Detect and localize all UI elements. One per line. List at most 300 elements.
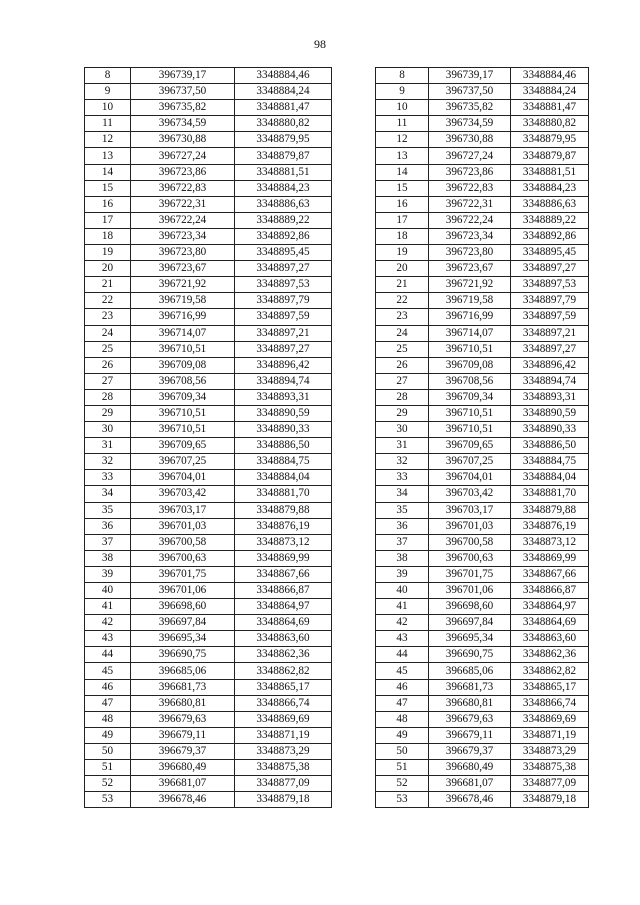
table-row xyxy=(376,261,589,277)
point-number-cell: 25 xyxy=(376,341,429,357)
table-row xyxy=(85,293,332,309)
x-coordinate-cell: 396704,01 xyxy=(429,470,511,486)
y-coordinate-cell: 3348879,18 xyxy=(511,792,589,808)
table-row xyxy=(85,663,332,679)
x-coordinate-cell: 396727,24 xyxy=(429,148,511,164)
y-coordinate-cell: 3348873,12 xyxy=(235,534,332,550)
x-coordinate-cell: 396701,03 xyxy=(429,518,511,534)
table-row xyxy=(85,405,332,421)
y-coordinate-cell: 3348892,86 xyxy=(511,228,589,244)
table-row xyxy=(85,100,332,116)
y-coordinate-cell: 3348873,29 xyxy=(511,743,589,759)
x-coordinate-cell: 396739,17 xyxy=(429,68,511,84)
x-coordinate-cell: 396680,49 xyxy=(131,760,235,776)
x-coordinate-cell: 396722,83 xyxy=(131,180,235,196)
point-number-cell: 19 xyxy=(376,245,429,261)
y-coordinate-cell: 3348890,59 xyxy=(511,405,589,421)
y-coordinate-cell: 3348896,42 xyxy=(511,357,589,373)
table-row xyxy=(376,148,589,164)
table-row xyxy=(376,631,589,647)
y-coordinate-cell: 3348897,53 xyxy=(235,277,332,293)
y-coordinate-cell: 3348881,47 xyxy=(235,100,332,116)
y-coordinate-cell: 3348894,74 xyxy=(235,373,332,389)
x-coordinate-cell: 396679,11 xyxy=(131,727,235,743)
x-coordinate-cell: 396719,58 xyxy=(131,293,235,309)
y-coordinate-cell: 3348879,88 xyxy=(511,502,589,518)
y-coordinate-cell: 3348895,45 xyxy=(235,245,332,261)
point-number-cell: 43 xyxy=(85,631,131,647)
x-coordinate-cell: 396707,25 xyxy=(131,454,235,470)
table-row xyxy=(376,196,589,212)
point-number-cell: 17 xyxy=(85,212,131,228)
point-number-cell: 17 xyxy=(376,212,429,228)
y-coordinate-cell: 3348897,53 xyxy=(511,277,589,293)
coordinates-table-right xyxy=(375,67,589,808)
table-row xyxy=(376,615,589,631)
y-coordinate-cell: 3348863,60 xyxy=(235,631,332,647)
y-coordinate-cell: 3348862,36 xyxy=(235,647,332,663)
x-coordinate-cell: 396709,65 xyxy=(429,438,511,454)
point-number-cell: 26 xyxy=(85,357,131,373)
y-coordinate-cell: 3348879,95 xyxy=(511,132,589,148)
point-number-cell: 22 xyxy=(376,293,429,309)
point-number-cell: 29 xyxy=(376,405,429,421)
point-number-cell: 46 xyxy=(85,679,131,695)
point-number-cell: 42 xyxy=(376,615,429,631)
x-coordinate-cell: 396714,07 xyxy=(131,325,235,341)
y-coordinate-cell: 3348879,95 xyxy=(235,132,332,148)
point-number-cell: 44 xyxy=(376,647,429,663)
table-row xyxy=(376,711,589,727)
y-coordinate-cell: 3348897,27 xyxy=(235,341,332,357)
x-coordinate-cell: 396685,06 xyxy=(131,663,235,679)
point-number-cell: 38 xyxy=(85,550,131,566)
table-row xyxy=(376,84,589,100)
point-number-cell: 51 xyxy=(376,760,429,776)
x-coordinate-cell: 396722,24 xyxy=(429,212,511,228)
x-coordinate-cell: 396679,37 xyxy=(131,743,235,759)
point-number-cell: 8 xyxy=(376,68,429,84)
x-coordinate-cell: 396735,82 xyxy=(131,100,235,116)
table-row xyxy=(376,277,589,293)
x-coordinate-cell: 396722,83 xyxy=(429,180,511,196)
x-coordinate-cell: 396709,34 xyxy=(429,389,511,405)
table-row xyxy=(376,341,589,357)
table-row xyxy=(376,454,589,470)
x-coordinate-cell: 396723,34 xyxy=(131,228,235,244)
point-number-cell: 33 xyxy=(85,470,131,486)
x-coordinate-cell: 396709,08 xyxy=(429,357,511,373)
x-coordinate-cell: 396695,34 xyxy=(429,631,511,647)
x-coordinate-cell: 396710,51 xyxy=(131,422,235,438)
point-number-cell: 13 xyxy=(376,148,429,164)
table-row xyxy=(85,727,332,743)
x-coordinate-cell: 396690,75 xyxy=(131,647,235,663)
table-row xyxy=(376,743,589,759)
table-row xyxy=(85,566,332,582)
x-coordinate-cell: 396710,51 xyxy=(429,405,511,421)
y-coordinate-cell: 3348897,21 xyxy=(511,325,589,341)
point-number-cell: 19 xyxy=(85,245,131,261)
y-coordinate-cell: 3348877,09 xyxy=(235,776,332,792)
point-number-cell: 21 xyxy=(85,277,131,293)
y-coordinate-cell: 3348892,86 xyxy=(235,228,332,244)
table-row xyxy=(85,277,332,293)
table-row xyxy=(85,228,332,244)
x-coordinate-cell: 396723,80 xyxy=(429,245,511,261)
point-number-cell: 21 xyxy=(376,277,429,293)
y-coordinate-cell: 3348867,66 xyxy=(511,566,589,582)
table-row xyxy=(85,438,332,454)
x-coordinate-cell: 396723,86 xyxy=(131,164,235,180)
x-coordinate-cell: 396680,81 xyxy=(131,695,235,711)
point-number-cell: 20 xyxy=(85,261,131,277)
y-coordinate-cell: 3348884,04 xyxy=(511,470,589,486)
x-coordinate-cell: 396734,59 xyxy=(429,116,511,132)
table-row xyxy=(376,502,589,518)
y-coordinate-cell: 3348875,38 xyxy=(235,760,332,776)
table-row xyxy=(85,68,332,84)
x-coordinate-cell: 396739,17 xyxy=(131,68,235,84)
x-coordinate-cell: 396709,65 xyxy=(131,438,235,454)
x-coordinate-cell: 396708,56 xyxy=(429,373,511,389)
point-number-cell: 13 xyxy=(85,148,131,164)
x-coordinate-cell: 396714,07 xyxy=(429,325,511,341)
point-number-cell: 48 xyxy=(85,711,131,727)
table-row xyxy=(85,148,332,164)
point-number-cell: 18 xyxy=(376,228,429,244)
y-coordinate-cell: 3348886,63 xyxy=(235,196,332,212)
point-number-cell: 24 xyxy=(85,325,131,341)
table-row xyxy=(376,132,589,148)
y-coordinate-cell: 3348881,51 xyxy=(235,164,332,180)
x-coordinate-cell: 396722,31 xyxy=(131,196,235,212)
y-coordinate-cell: 3348889,22 xyxy=(511,212,589,228)
y-coordinate-cell: 3348865,17 xyxy=(235,679,332,695)
x-coordinate-cell: 396698,60 xyxy=(131,599,235,615)
x-coordinate-cell: 396701,75 xyxy=(429,566,511,582)
point-number-cell: 16 xyxy=(85,196,131,212)
table-row xyxy=(376,518,589,534)
point-number-cell: 10 xyxy=(376,100,429,116)
point-number-cell: 41 xyxy=(85,599,131,615)
y-coordinate-cell: 3348880,82 xyxy=(511,116,589,132)
point-number-cell: 43 xyxy=(376,631,429,647)
table-row xyxy=(85,518,332,534)
point-number-cell: 37 xyxy=(376,534,429,550)
table-row xyxy=(85,357,332,373)
y-coordinate-cell: 3348897,79 xyxy=(235,293,332,309)
table-row xyxy=(376,405,589,421)
point-number-cell: 48 xyxy=(376,711,429,727)
x-coordinate-cell: 396701,75 xyxy=(131,566,235,582)
x-coordinate-cell: 396680,49 xyxy=(429,760,511,776)
y-coordinate-cell: 3348886,63 xyxy=(511,196,589,212)
table-row xyxy=(85,373,332,389)
point-number-cell: 27 xyxy=(85,373,131,389)
table-row xyxy=(376,373,589,389)
y-coordinate-cell: 3348871,19 xyxy=(511,727,589,743)
x-coordinate-cell: 396681,07 xyxy=(131,776,235,792)
y-coordinate-cell: 3348884,75 xyxy=(235,454,332,470)
point-number-cell: 12 xyxy=(85,132,131,148)
x-coordinate-cell: 396698,60 xyxy=(429,599,511,615)
y-coordinate-cell: 3348877,09 xyxy=(511,776,589,792)
table-row xyxy=(376,325,589,341)
y-coordinate-cell: 3348884,23 xyxy=(235,180,332,196)
table-row xyxy=(376,357,589,373)
table-row xyxy=(85,325,332,341)
y-coordinate-cell: 3348879,18 xyxy=(235,792,332,808)
y-coordinate-cell: 3348897,21 xyxy=(235,325,332,341)
point-number-cell: 38 xyxy=(376,550,429,566)
table-row xyxy=(376,760,589,776)
point-number-cell: 45 xyxy=(85,663,131,679)
x-coordinate-cell: 396710,51 xyxy=(131,341,235,357)
y-coordinate-cell: 3348869,99 xyxy=(511,550,589,566)
x-coordinate-cell: 396701,06 xyxy=(429,583,511,599)
x-coordinate-cell: 396703,17 xyxy=(429,502,511,518)
table-row xyxy=(376,599,589,615)
table-row xyxy=(376,228,589,244)
point-number-cell: 50 xyxy=(376,743,429,759)
point-number-cell: 25 xyxy=(85,341,131,357)
x-coordinate-cell: 396722,31 xyxy=(429,196,511,212)
y-coordinate-cell: 3348866,74 xyxy=(511,695,589,711)
table-row xyxy=(85,583,332,599)
point-number-cell: 12 xyxy=(376,132,429,148)
x-coordinate-cell: 396723,80 xyxy=(131,245,235,261)
x-coordinate-cell: 396679,63 xyxy=(131,711,235,727)
point-number-cell: 39 xyxy=(376,566,429,582)
point-number-cell: 40 xyxy=(376,583,429,599)
point-number-cell: 50 xyxy=(85,743,131,759)
y-coordinate-cell: 3348881,47 xyxy=(511,100,589,116)
table-row xyxy=(376,180,589,196)
point-number-cell: 8 xyxy=(85,68,131,84)
x-coordinate-cell: 396730,88 xyxy=(429,132,511,148)
y-coordinate-cell: 3348876,19 xyxy=(511,518,589,534)
table-row xyxy=(376,470,589,486)
x-coordinate-cell: 396709,34 xyxy=(131,389,235,405)
y-coordinate-cell: 3348880,82 xyxy=(235,116,332,132)
point-number-cell: 46 xyxy=(376,679,429,695)
y-coordinate-cell: 3348890,59 xyxy=(235,405,332,421)
y-coordinate-cell: 3348894,74 xyxy=(511,373,589,389)
point-number-cell: 52 xyxy=(85,776,131,792)
x-coordinate-cell: 396678,46 xyxy=(429,792,511,808)
x-coordinate-cell: 396710,51 xyxy=(429,422,511,438)
y-coordinate-cell: 3348864,69 xyxy=(511,615,589,631)
table-row xyxy=(85,743,332,759)
table-row xyxy=(85,132,332,148)
x-coordinate-cell: 396704,01 xyxy=(131,470,235,486)
x-coordinate-cell: 396703,17 xyxy=(131,502,235,518)
table-row xyxy=(376,679,589,695)
y-coordinate-cell: 3348869,69 xyxy=(235,711,332,727)
point-number-cell: 10 xyxy=(85,100,131,116)
point-number-cell: 53 xyxy=(85,792,131,808)
table-row xyxy=(85,309,332,325)
point-number-cell: 30 xyxy=(85,422,131,438)
y-coordinate-cell: 3348879,88 xyxy=(235,502,332,518)
point-number-cell: 15 xyxy=(85,180,131,196)
table-row xyxy=(85,422,332,438)
table-row xyxy=(376,792,589,808)
y-coordinate-cell: 3348869,99 xyxy=(235,550,332,566)
x-coordinate-cell: 396679,11 xyxy=(429,727,511,743)
point-number-cell: 24 xyxy=(376,325,429,341)
table-row xyxy=(85,261,332,277)
x-coordinate-cell: 396703,42 xyxy=(131,486,235,502)
table-row xyxy=(85,454,332,470)
table-row xyxy=(376,534,589,550)
point-number-cell: 27 xyxy=(376,373,429,389)
table-row xyxy=(85,84,332,100)
y-coordinate-cell: 3348862,82 xyxy=(235,663,332,679)
point-number-cell: 28 xyxy=(85,389,131,405)
y-coordinate-cell: 3348866,74 xyxy=(235,695,332,711)
x-coordinate-cell: 396721,92 xyxy=(429,277,511,293)
table-row xyxy=(85,470,332,486)
point-number-cell: 35 xyxy=(376,502,429,518)
point-number-cell: 34 xyxy=(85,486,131,502)
table-row xyxy=(85,534,332,550)
y-coordinate-cell: 3348862,82 xyxy=(511,663,589,679)
point-number-cell: 41 xyxy=(376,599,429,615)
y-coordinate-cell: 3348897,59 xyxy=(511,309,589,325)
x-coordinate-cell: 396679,63 xyxy=(429,711,511,727)
y-coordinate-cell: 3348897,27 xyxy=(511,341,589,357)
table-row xyxy=(85,776,332,792)
point-number-cell: 14 xyxy=(376,164,429,180)
table-row xyxy=(376,566,589,582)
y-coordinate-cell: 3348886,50 xyxy=(511,438,589,454)
x-coordinate-cell: 396723,67 xyxy=(429,261,511,277)
y-coordinate-cell: 3348897,27 xyxy=(235,261,332,277)
x-coordinate-cell: 396678,46 xyxy=(131,792,235,808)
x-coordinate-cell: 396727,24 xyxy=(131,148,235,164)
point-number-cell: 23 xyxy=(85,309,131,325)
table-row xyxy=(85,502,332,518)
point-number-cell: 16 xyxy=(376,196,429,212)
y-coordinate-cell: 3348873,12 xyxy=(511,534,589,550)
x-coordinate-cell: 396703,42 xyxy=(429,486,511,502)
x-coordinate-cell: 396737,50 xyxy=(131,84,235,100)
x-coordinate-cell: 396723,34 xyxy=(429,228,511,244)
table-row xyxy=(85,486,332,502)
x-coordinate-cell: 396707,25 xyxy=(429,454,511,470)
point-number-cell: 33 xyxy=(376,470,429,486)
point-number-cell: 22 xyxy=(85,293,131,309)
y-coordinate-cell: 3348869,69 xyxy=(511,711,589,727)
x-coordinate-cell: 396700,63 xyxy=(131,550,235,566)
table-row xyxy=(376,389,589,405)
point-number-cell: 32 xyxy=(85,454,131,470)
y-coordinate-cell: 3348893,31 xyxy=(235,389,332,405)
y-coordinate-cell: 3348863,60 xyxy=(511,631,589,647)
table-row xyxy=(85,711,332,727)
point-number-cell: 26 xyxy=(376,357,429,373)
x-coordinate-cell: 396700,58 xyxy=(131,534,235,550)
x-coordinate-cell: 396685,06 xyxy=(429,663,511,679)
point-number-cell: 52 xyxy=(376,776,429,792)
table-row xyxy=(376,293,589,309)
table-row xyxy=(85,631,332,647)
table-row xyxy=(85,116,332,132)
point-number-cell: 42 xyxy=(85,615,131,631)
y-coordinate-cell: 3348867,66 xyxy=(235,566,332,582)
table-row xyxy=(376,68,589,84)
y-coordinate-cell: 3348895,45 xyxy=(511,245,589,261)
y-coordinate-cell: 3348864,69 xyxy=(235,615,332,631)
y-coordinate-cell: 3348884,46 xyxy=(511,68,589,84)
x-coordinate-cell: 396695,34 xyxy=(131,631,235,647)
x-coordinate-cell: 396710,51 xyxy=(429,341,511,357)
x-coordinate-cell: 396723,86 xyxy=(429,164,511,180)
table-row xyxy=(85,599,332,615)
point-number-cell: 36 xyxy=(85,518,131,534)
table-row xyxy=(85,212,332,228)
table-row xyxy=(376,647,589,663)
y-coordinate-cell: 3348879,87 xyxy=(235,148,332,164)
point-number-cell: 31 xyxy=(85,438,131,454)
y-coordinate-cell: 3348884,04 xyxy=(235,470,332,486)
x-coordinate-cell: 396716,99 xyxy=(429,309,511,325)
y-coordinate-cell: 3348864,97 xyxy=(235,599,332,615)
x-coordinate-cell: 396737,50 xyxy=(429,84,511,100)
point-number-cell: 35 xyxy=(85,502,131,518)
x-coordinate-cell: 396735,82 xyxy=(429,100,511,116)
table-row xyxy=(376,695,589,711)
y-coordinate-cell: 3348873,29 xyxy=(235,743,332,759)
table-row xyxy=(85,164,332,180)
x-coordinate-cell: 396680,81 xyxy=(429,695,511,711)
point-number-cell: 47 xyxy=(85,695,131,711)
x-coordinate-cell: 396719,58 xyxy=(429,293,511,309)
y-coordinate-cell: 3348884,24 xyxy=(235,84,332,100)
table-row xyxy=(85,389,332,405)
y-coordinate-cell: 3348879,87 xyxy=(511,148,589,164)
point-number-cell: 51 xyxy=(85,760,131,776)
point-number-cell: 9 xyxy=(85,84,131,100)
x-coordinate-cell: 396701,03 xyxy=(131,518,235,534)
x-coordinate-cell: 396681,73 xyxy=(429,679,511,695)
point-number-cell: 53 xyxy=(376,792,429,808)
y-coordinate-cell: 3348890,33 xyxy=(511,422,589,438)
y-coordinate-cell: 3348884,23 xyxy=(511,180,589,196)
table-row xyxy=(85,695,332,711)
x-coordinate-cell: 396679,37 xyxy=(429,743,511,759)
table-row xyxy=(376,245,589,261)
y-coordinate-cell: 3348890,33 xyxy=(235,422,332,438)
point-number-cell: 34 xyxy=(376,486,429,502)
y-coordinate-cell: 3348866,87 xyxy=(511,583,589,599)
table-row xyxy=(85,792,332,808)
point-number-cell: 9 xyxy=(376,84,429,100)
point-number-cell: 23 xyxy=(376,309,429,325)
table-row xyxy=(85,550,332,566)
y-coordinate-cell: 3348893,31 xyxy=(511,389,589,405)
x-coordinate-cell: 396681,07 xyxy=(429,776,511,792)
table-row xyxy=(376,727,589,743)
x-coordinate-cell: 396709,08 xyxy=(131,357,235,373)
table-row xyxy=(376,776,589,792)
point-number-cell: 18 xyxy=(85,228,131,244)
point-number-cell: 47 xyxy=(376,695,429,711)
y-coordinate-cell: 3348866,87 xyxy=(235,583,332,599)
y-coordinate-cell: 3348897,79 xyxy=(511,293,589,309)
